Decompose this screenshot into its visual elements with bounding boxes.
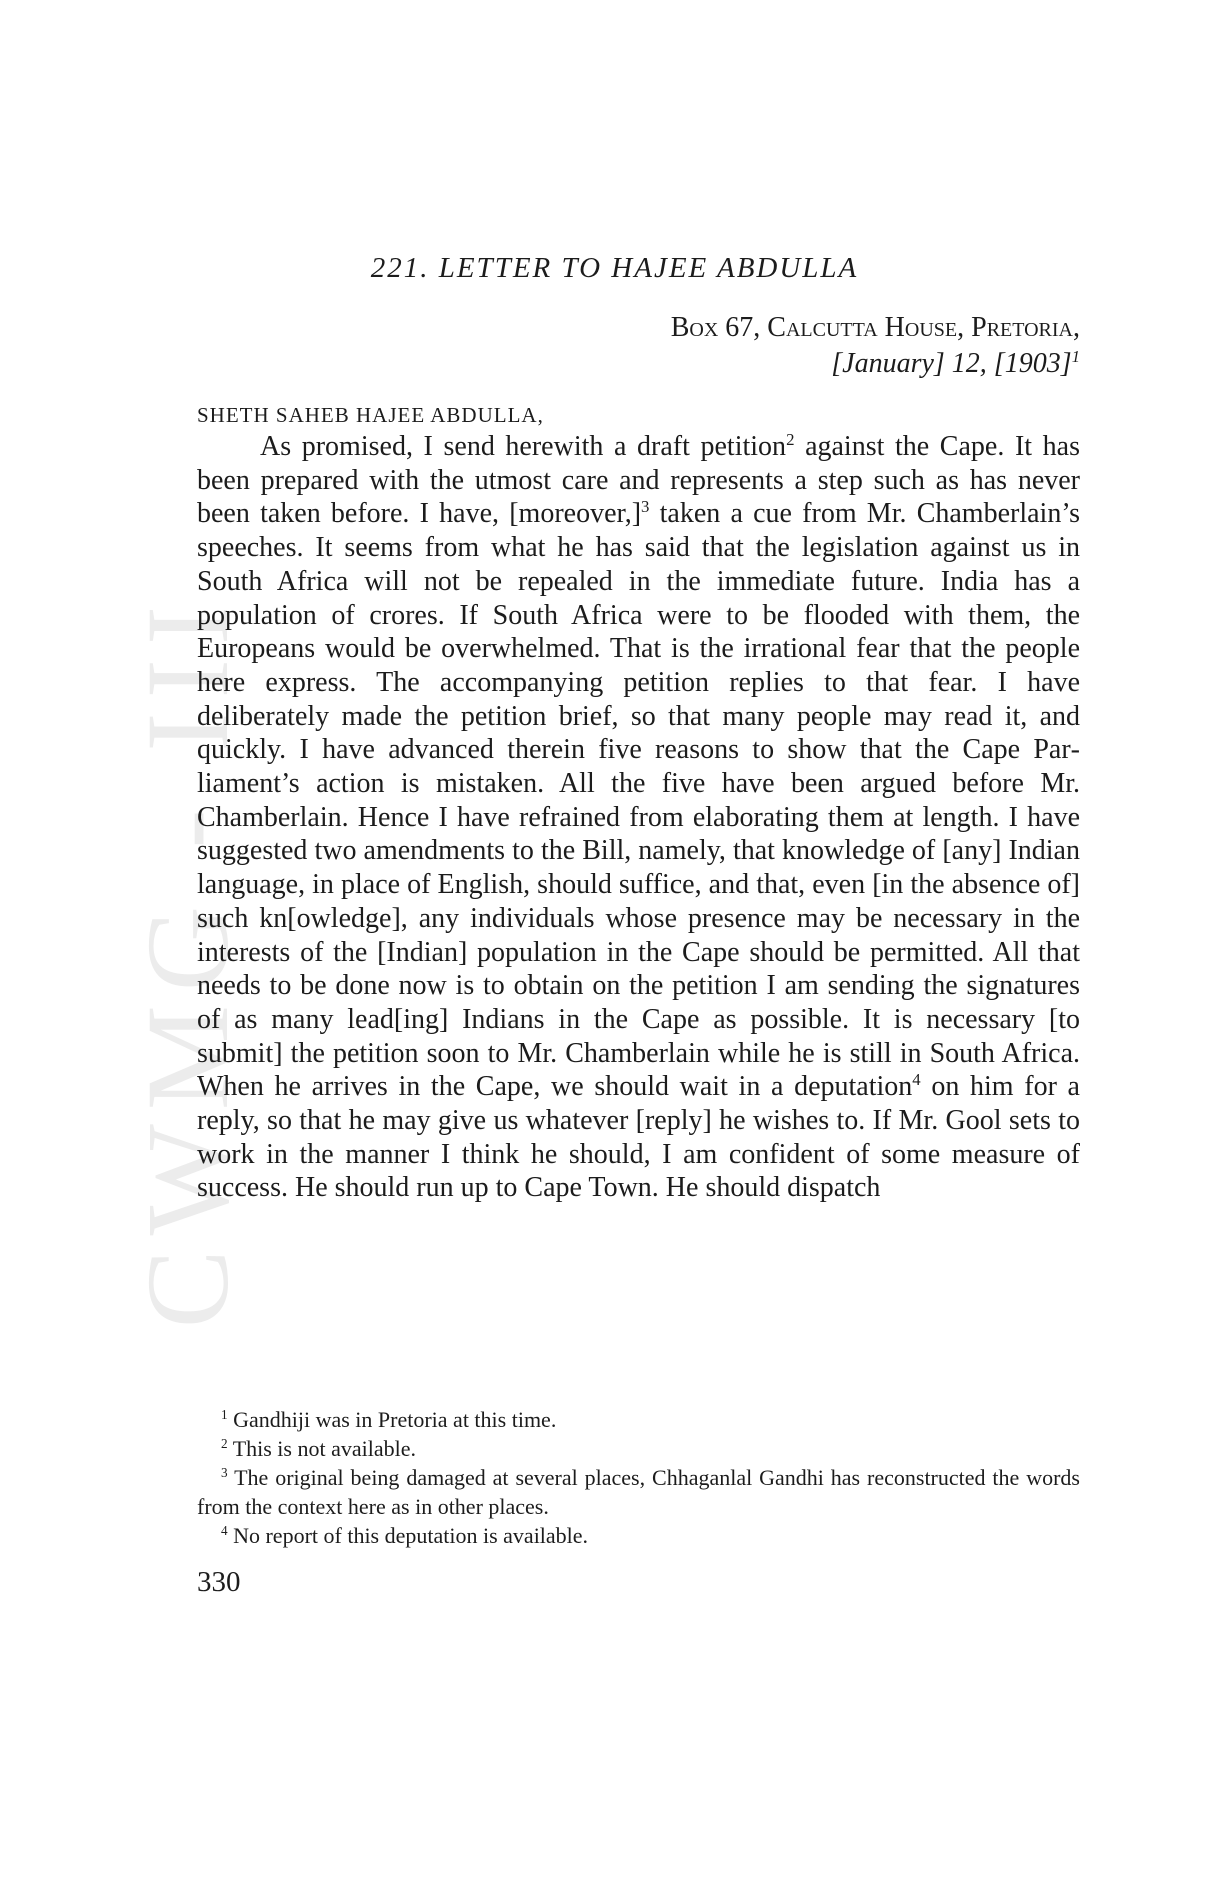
footnotes: [197, 1405, 1080, 1550]
footnote: [197, 1521, 1080, 1550]
date-line: [671, 346, 1080, 382]
address-line: Box 67, Calcutta House, Pretoria,: [670, 312, 1080, 343]
body-paragraph: [197, 430, 1080, 1205]
footnote-number: 2: [221, 1436, 228, 1452]
footnote: [197, 1405, 1080, 1434]
letter-title-text: LETTER TO HAJEE ABDULLA: [438, 252, 859, 284]
date-text: [January] 12, [1903]: [831, 348, 1072, 379]
footnote-ref: 2: [786, 429, 795, 449]
footnote-number: 3: [221, 1465, 228, 1481]
watermark-text: CWMG - III: [122, 591, 253, 1329]
footnote: [197, 1434, 1080, 1463]
body-text-segment: As promised, I send herewith a draft petition: [260, 431, 787, 462]
footnote-text: This is not available.: [227, 1436, 416, 1461]
letter-body: [197, 430, 1080, 1205]
salutation: SHETH SAHEB HAJEE ABDULLA,: [197, 403, 544, 427]
page-number: 330: [197, 1566, 241, 1598]
letter-number: 221.: [370, 252, 430, 284]
footnote-text: The original being damaged at several places, Chhaganlal Gandhi has reconstructed the words from the context here as in other places.: [197, 1465, 1080, 1519]
footnote-ref: 3: [641, 497, 650, 517]
address-block: [671, 310, 1080, 382]
body-text-segment: taken a cue from Mr. Chamberlain’s speeches. It seems from what he has said that the legislation against us in South Africa will not be repealed in the immediate future. India has a population of crores. If South Africa were to be flooded with them, the Europeans would be overwhelmed. That is the irrational fear that the people here express. The accompanying petition replies to that fear. I have deliberately made the petition brief, so that many people may read it, and quickly. I have advanced therein five reasons to show that the Cape Parliament’s action is mistaken. All the five have been argued before Mr. Chamberlain. Hence I have refrained from elaborating them at length. I have suggested two amendments to the Bill, namely, that knowledge of [any] Indian language, in place of English, should suffice, and that, even [in the absence of] such kn[owledge], any individuals whose presence may be necessary in the interests of the [Indian] population in the Cape should be permitted. All that needs to be done now is to obtain on the petition I am sending the signatures of as many lead[ing] Indians in the Cape as possible. It is necessary [to submit] the petition soon to Mr. Chamberlain while he is still in South Africa. When he arrives in the Cape, we should wait in a deputation: [197, 498, 1080, 1103]
footnote-text: No report of this deputation is available.: [227, 1523, 589, 1548]
footnote: [197, 1463, 1080, 1521]
footnote-number: 1: [221, 1407, 228, 1423]
footnote-ref: 4: [912, 1070, 921, 1090]
letter-title: [0, 252, 1229, 285]
body-text-segment: against the Cape. It has been prepared with the utmost care and represents a step such as has never been taken before. I have, [moreover,]: [197, 431, 1080, 530]
footnote-text: Gandhiji was in Pretoria at this time.: [227, 1407, 557, 1432]
footnote-number: 4: [221, 1523, 228, 1539]
body-text-segment: on him for a reply, so that he may give us whatever [reply] he wishes to. If Mr. Gool sets to work in the manner I think he should, I am confident of some measure of success. He should run up to Cape Town. He should dispatch: [197, 1071, 1080, 1204]
footnote-ref: 1: [1071, 346, 1080, 366]
